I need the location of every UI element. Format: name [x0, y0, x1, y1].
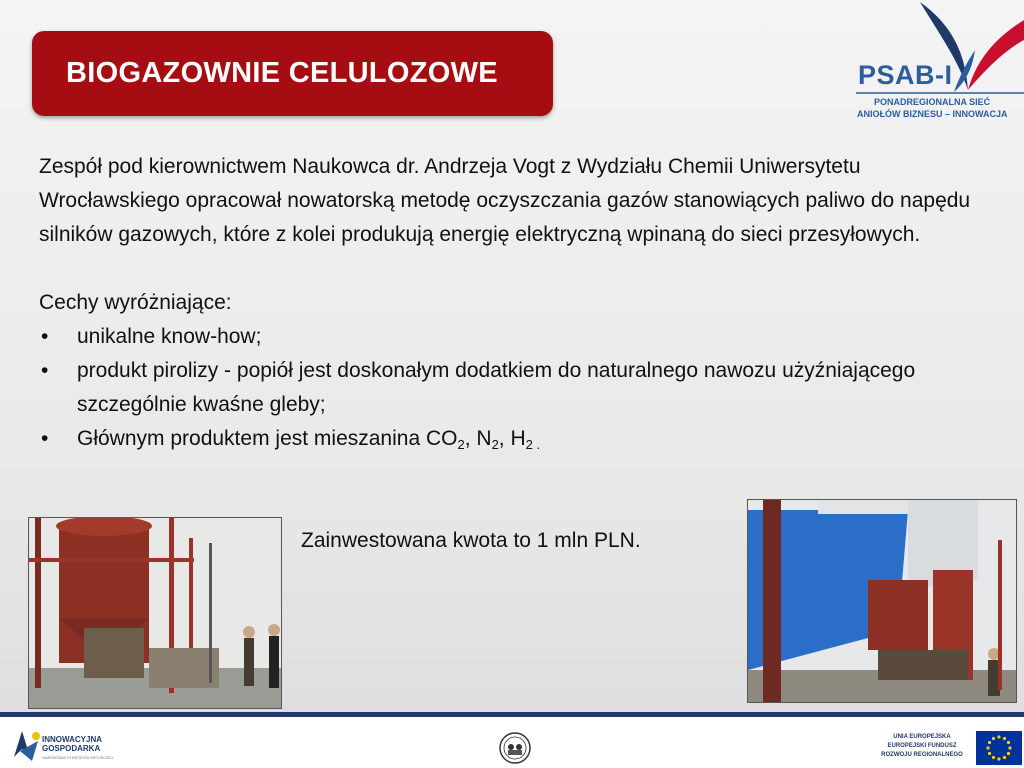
investment-text: Zainwestowana kwota to 1 mln PLN. [301, 529, 641, 552]
list-item [39, 320, 989, 354]
logo-subtitle-1: PONADREGIONALNA SIEĆ [874, 97, 991, 107]
plant-photo-right [747, 499, 1017, 703]
eu-flag-icon [976, 731, 1022, 765]
list-item [39, 422, 989, 456]
footer-eu-text: UNIA EUROPEJSKA EUROPEJSKI FUNDUSZ ROZWOJU REGIONALNEGO [881, 734, 963, 758]
list-item-text: produkt pirolizy - popiół jest doskonałym dodatkiem do naturalnego nawozu użyźniającego szczególnie kwaśne gleby; [77, 359, 916, 416]
slide-content [39, 150, 989, 456]
footer-bar [0, 712, 1024, 768]
list-item-text: unikalne know-how; [77, 325, 262, 348]
features-list [39, 320, 989, 456]
university-seal-icon [498, 731, 532, 765]
plant-photo-left [28, 517, 282, 709]
bullet-icon: • [41, 325, 49, 348]
intro-paragraph: Zespół pod kierownictwem Naukowca dr. Andrzeja Vogt z Wydziału Chemii Uniwersytetu Wrocławskiego opracował nowatorską metodę oczyszczania gazów stanowiących paliwo do napędu silników gazowych, które z kolei produkują energię elektryczną wpinaną do sieci przesyłowych. [39, 155, 971, 246]
title-banner [32, 31, 553, 116]
features-heading: Cechy wyróżniające: [39, 291, 232, 314]
list-item [39, 354, 989, 422]
list-item-text: Głównym produktem jest mieszanina $CO_2$, $N_2$, $H_{2 .}$ [77, 427, 541, 452]
bullet-icon: • [41, 427, 49, 450]
slide-title: BIOGAZOWNIE CELULOZOWE [66, 57, 498, 89]
footer-left-small: NARODOWA STRATEGIA SPÓJNOŚCI [42, 755, 114, 760]
footer-left-text: INNOWACYJNA GOSPODARKA [42, 735, 103, 753]
logo-name: PSAB-I [858, 60, 953, 90]
logo-subtitle-2: ANIOŁÓW BIZNESU – INNOWACJA [857, 109, 1008, 119]
bullet-icon: • [41, 359, 49, 382]
